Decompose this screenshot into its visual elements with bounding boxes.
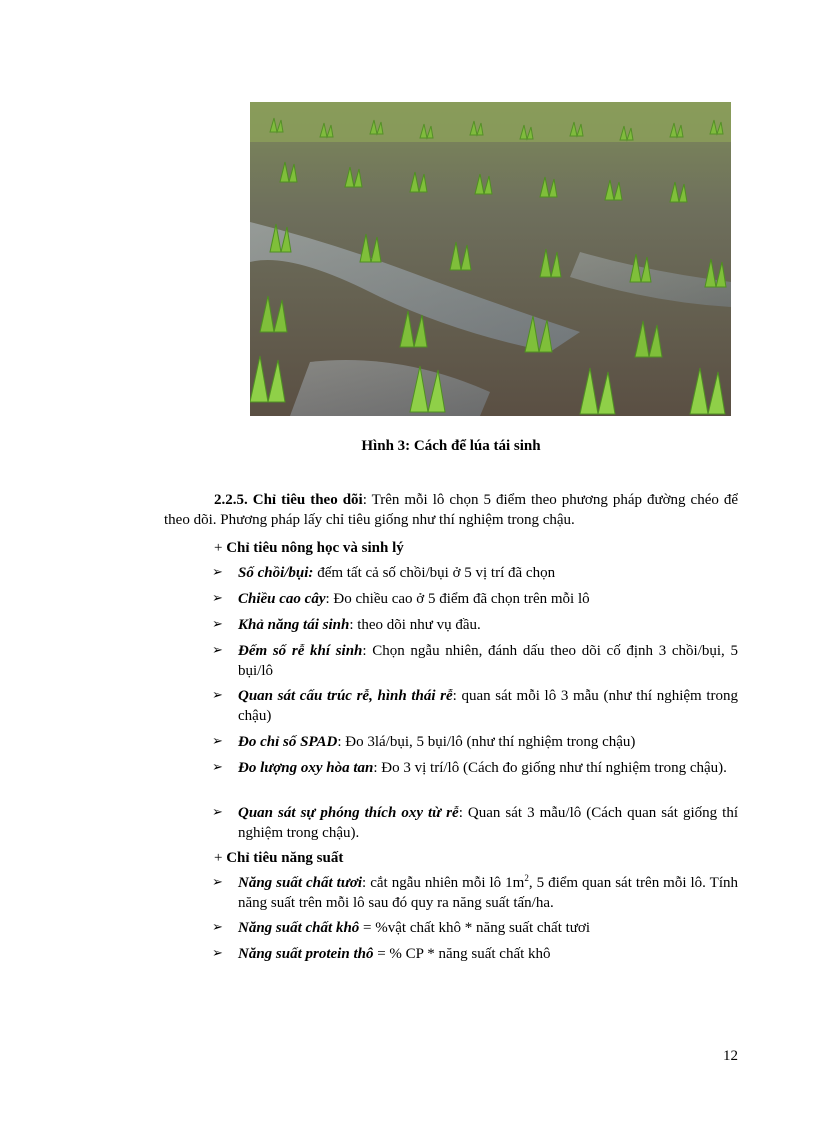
- list-item: [212, 758, 738, 778]
- item-term: Đo chỉ số SPAD: [238, 734, 338, 750]
- item-term: Đếm số rễ khí sinh: [238, 643, 363, 659]
- item-term: Năng suất protein thô: [238, 946, 374, 962]
- item-text: : Quan sát 3 mẫu/lô (Cách quan sát giống thí nghiệm trong chậu).: [238, 805, 739, 841]
- item-term: Khả năng tái sinh: [238, 617, 350, 633]
- item-text: = % CP * năng suất chất khô: [373, 946, 551, 962]
- item-text: đếm tất cả số chồi/bụi ở 5 vị trí đã chọn: [313, 565, 556, 581]
- rice-field-photo: [250, 102, 731, 416]
- item-text: , 5 điểm quan sát trên mỗi lô. Tính năng suất trên mỗi lô sau đó quy ra năng suất tấn/ha.: [238, 875, 738, 911]
- item-superscript: 2: [524, 873, 529, 883]
- item-term: Chiều cao cây: [238, 591, 326, 607]
- item-term: Số chồi/bụi:: [238, 565, 314, 581]
- figure-caption: Hình 3: Cách để lúa tái sinh: [361, 438, 541, 454]
- arrow-bullet-icon: ➢: [212, 875, 223, 890]
- list-item: [212, 563, 738, 583]
- arrow-bullet-icon: ➢: [212, 643, 223, 658]
- group-title-yield: [214, 848, 343, 868]
- item-term: Quan sát sự phóng thích oxy từ rễ: [238, 805, 459, 821]
- item-text: = %vật chất khô * năng suất chất tươi: [359, 920, 591, 936]
- section-heading: 2.2.5. Chỉ tiêu theo dõi: [214, 492, 363, 508]
- plus-sign: +: [214, 850, 223, 866]
- item-text: : Đo 3lá/bụi, 5 bụi/lô (như thí nghiệm trong chậu): [337, 734, 636, 750]
- arrow-bullet-icon: ➢: [212, 591, 223, 606]
- list-item: [212, 873, 738, 913]
- arrow-bullet-icon: ➢: [212, 805, 223, 820]
- item-text: : Đo chiều cao ở 5 điểm đã chọn trên mỗi lô: [325, 591, 590, 607]
- figure-photo: [250, 102, 731, 416]
- list-item: [212, 615, 738, 635]
- page-number: 12: [723, 1048, 738, 1064]
- list-item: [212, 641, 738, 681]
- arrow-bullet-icon: ➢: [212, 688, 223, 703]
- item-text: : cắt ngẫu nhiên mỗi lô 1m: [362, 875, 525, 891]
- list-item: [212, 803, 738, 843]
- list-item: [212, 686, 738, 726]
- item-text: : theo dõi như vụ đầu.: [349, 617, 481, 633]
- item-term: Năng suất chất tươi: [238, 875, 363, 891]
- item-text: : Chọn ngẫu nhiên, đánh dấu theo dõi cố định 3 chồi/bụi, 5 bụi/lô: [238, 643, 738, 679]
- list-item: [212, 944, 738, 964]
- arrow-bullet-icon: ➢: [212, 565, 223, 580]
- arrow-bullet-icon: ➢: [212, 946, 223, 961]
- list-item: [212, 589, 738, 609]
- arrow-bullet-icon: ➢: [212, 760, 223, 775]
- item-term: Năng suất chất khô: [238, 920, 360, 936]
- plus-sign: +: [214, 540, 223, 556]
- list-item: [212, 732, 738, 752]
- arrow-bullet-icon: ➢: [212, 617, 223, 632]
- group-title-agronomic: [214, 538, 404, 558]
- item-text: : Đo 3 vị trí/lô (Cách đo giống như thí nghiệm trong chậu).: [373, 760, 727, 776]
- arrow-bullet-icon: ➢: [212, 920, 223, 935]
- item-term: Đo lượng oxy hòa tan: [238, 760, 374, 776]
- list-item: [212, 918, 738, 938]
- group-title-text: Chỉ tiêu nông học và sinh lý: [226, 540, 404, 556]
- arrow-bullet-icon: ➢: [212, 734, 223, 749]
- group-title-text: Chỉ tiêu năng suất: [226, 850, 344, 866]
- section-paragraph: [164, 490, 738, 530]
- item-text: : quan sát mỗi lô 3 mẫu (như thí nghiệm trong chậu): [238, 688, 738, 724]
- section-body: : Trên mỗi lô chọn 5 điểm theo phương pháp đường chéo để theo dõi. Phương pháp lấy chỉ tiêu giống như thí nghiệm trong chậu.: [164, 492, 738, 528]
- item-term: Quan sát cấu trúc rễ, hình thái rễ: [238, 688, 453, 704]
